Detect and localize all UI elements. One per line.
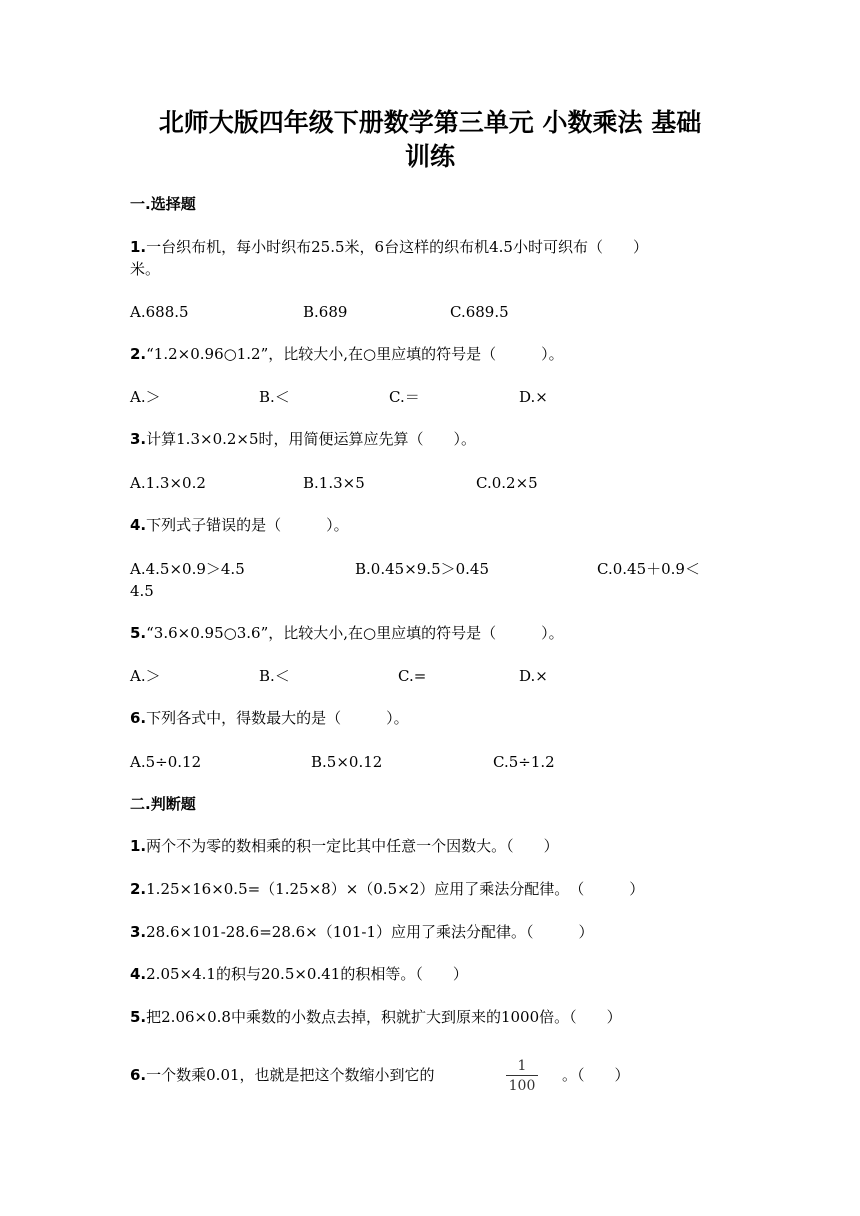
choice-2-option-d: D.×: [519, 388, 548, 406]
choice-6-option-b: B.5×0.12: [311, 753, 383, 771]
fraction-numerator: 1: [517, 1058, 527, 1074]
choice-2-option-b: B.＜: [259, 388, 290, 406]
question-number: 3.: [130, 923, 147, 941]
choice-6-option-a: A.5÷0.12: [130, 753, 202, 771]
question-number: 1.: [130, 837, 147, 855]
choice-4-option-c: C.0.45＋0.9＜: [597, 560, 700, 578]
question-text: 一台织布机，每小时织布25.5米，6台这样的织布机4.5小时可织布（ ）: [146, 238, 648, 256]
judgement-question-6: [130, 1064, 435, 1086]
question-number: 2.: [130, 345, 147, 363]
choice-5-option-a: A.＞: [130, 667, 161, 685]
choice-3-option-c: C.0.2×5: [476, 474, 538, 492]
choice-question-5: [130, 622, 564, 644]
question-text: “3.6×0.95○3.6”，比较大小,在○里应填的符号是（ ）。: [146, 624, 564, 642]
choice-question-4: [130, 514, 349, 536]
choice-1-option-c: C.689.5: [450, 303, 509, 321]
question-text: 28.6×101-28.6=28.6×（101-1）应用了乘法分配律。（ ）: [146, 923, 594, 941]
choice-2-option-c: C.＝: [389, 388, 420, 406]
question-text: 1.25×16×0.5=（1.25×8）×（0.5×2）应用了乘法分配律。 （ ）: [146, 880, 645, 898]
question-text: 下列各式中，得数最大的是（ ）。: [146, 709, 409, 727]
section-heading-judgement: 二.判断题: [130, 795, 196, 813]
choice-2-option-a: A.＞: [130, 388, 161, 406]
choice-1-option-a: A.688.5: [130, 303, 189, 321]
fraction-denominator: 100: [508, 1078, 536, 1094]
question-number: 5.: [130, 624, 147, 642]
question-text: 2.05×4.1的积与20.5×0.41的积相等。（ ）: [146, 965, 468, 983]
choice-4-option-b: B.0.45×9.5＞0.45: [355, 560, 490, 578]
question-text: 计算1.3×0.2×5时，用简便运算应先算（ ）。: [146, 430, 477, 448]
choice-5-option-b: B.＜: [259, 667, 290, 685]
question-text: 两个不为零的数相乘的积一定比其中任意一个因数大。（ ）: [146, 837, 559, 855]
question-number: 3.: [130, 430, 147, 448]
question-text: 把2.06×0.8中乘数的小数点去掉，积就扩大到原来的1000倍。（ ）: [146, 1008, 622, 1026]
choice-6-option-c: C.5÷1.2: [493, 753, 555, 771]
choice-question-1-continued: 米。: [130, 260, 161, 278]
question-number: 4.: [130, 965, 147, 983]
question-number: 2.: [130, 880, 147, 898]
question-text: 一个数乘0.01，也就是把这个数缩小到它的: [146, 1066, 435, 1084]
choice-3-option-b: B.1.3×5: [303, 474, 365, 492]
judgement-question-4: [130, 963, 468, 985]
judgement-question-1: [130, 835, 559, 857]
judgement-question-3: [130, 921, 593, 943]
question-number: 6.: [130, 709, 147, 727]
fraction-bar: [506, 1075, 538, 1076]
judgement-question-2: [130, 878, 644, 900]
judgement-question-5: [130, 1006, 622, 1028]
choice-question-3: [130, 428, 476, 450]
fraction-one-hundredth: [506, 1058, 538, 1094]
choice-question-6: [130, 707, 409, 729]
choice-3-option-a: A.1.3×0.2: [130, 474, 206, 492]
question-text: 下列式子错误的是（ ）。: [146, 516, 349, 534]
choice-1-option-b: B.689: [303, 303, 348, 321]
choice-5-option-c: C.=: [398, 667, 427, 685]
choice-4-option-a: A.4.5×0.9＞4.5: [130, 560, 245, 578]
choice-4-option-c-continued: 4.5: [130, 582, 154, 600]
page-title-line-2: 训练: [404, 142, 455, 171]
question-text: “1.2×0.96○1.2”，比较大小,在○里应填的符号是（ ）。: [146, 345, 564, 363]
question-number: 4.: [130, 516, 147, 534]
judgement-question-6-tail: 。（ ）: [562, 1066, 630, 1084]
question-number: 1.: [130, 238, 147, 256]
section-heading-choice: 一.选择题: [130, 195, 196, 213]
choice-question-2: [130, 343, 564, 365]
question-number: 6.: [130, 1066, 147, 1084]
choice-question-1: [130, 236, 648, 258]
choice-5-option-d: D.×: [519, 667, 548, 685]
question-number: 5.: [130, 1008, 147, 1026]
page-title-line-1: 北师大版四年级下册数学第三单元 小数乘法 基础: [158, 108, 702, 137]
